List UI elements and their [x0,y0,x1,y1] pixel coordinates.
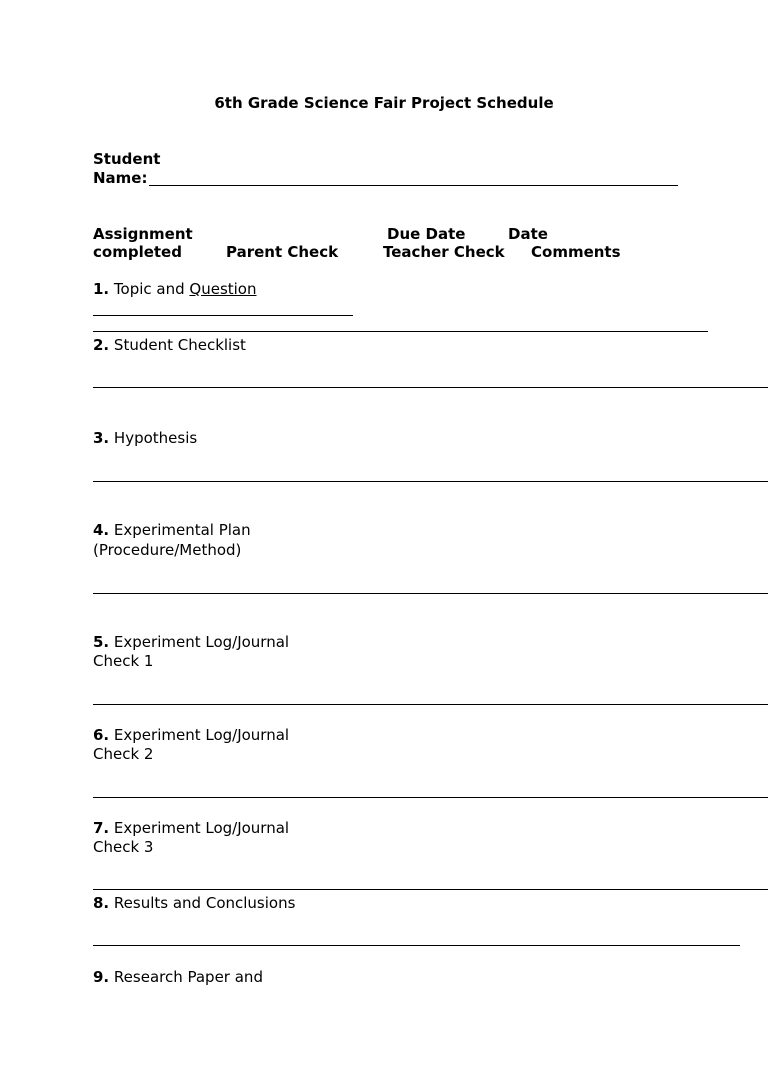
item-text: Experiment Log/Journal [113,819,290,837]
item-text: Experiment Log/Journal [113,633,290,651]
item-number: 4. [93,521,110,539]
item-number: 9. [93,968,110,986]
list-item-6 [93,726,289,744]
item-subtext: Check 2 [93,745,154,763]
answer-line[interactable] [93,704,768,705]
item-number: 1. [93,280,110,298]
answer-line[interactable] [93,331,708,332]
student-label: Student [93,150,161,168]
list-item-7 [93,819,289,837]
item-text: Research Paper and [113,968,263,986]
header-due-date: Due Date [387,225,466,243]
page-title: 6th Grade Science Fair Project Schedule [214,94,554,112]
item-text: Experiment Log/Journal [113,726,290,744]
list-item-9 [93,968,263,986]
student-name-line[interactable] [149,185,678,186]
item-number: 3. [93,429,110,447]
answer-line[interactable] [93,797,768,798]
answer-line[interactable] [93,945,740,946]
list-item-5 [93,633,289,651]
item-number: 8. [93,894,110,912]
item-number: 5. [93,633,110,651]
item-text: Experimental Plan [113,521,251,539]
header-teacher-check: Teacher Check [383,243,505,261]
header-comments: Comments [531,243,621,261]
name-label: Name: [93,169,148,187]
header-date: Date [508,225,548,243]
item-subtext: Check 3 [93,838,154,856]
item-text: Results and Conclusions [113,894,296,912]
answer-line[interactable] [93,481,768,482]
item-number: 7. [93,819,110,837]
list-item-3 [93,429,197,447]
answer-line[interactable] [93,315,353,316]
header-parent-check: Parent Check [226,243,339,261]
item-text: Student Checklist [113,336,246,354]
list-item-1 [93,280,257,298]
answer-line[interactable] [93,889,768,890]
header-assignment: Assignment [93,225,193,243]
item-text: Hypothesis [113,429,198,447]
list-item-8 [93,894,295,912]
item-number: 2. [93,336,110,354]
list-item-4 [93,521,251,539]
list-item-2 [93,336,246,354]
item-subtext: Check 1 [93,652,154,670]
answer-line[interactable] [93,593,768,594]
item-text: Topic and [113,280,190,298]
header-completed: completed [93,243,182,261]
answer-line[interactable] [93,387,768,388]
item-text-underlined: Question [189,280,257,298]
item-subtext: (Procedure/Method) [93,541,242,559]
item-number: 6. [93,726,110,744]
